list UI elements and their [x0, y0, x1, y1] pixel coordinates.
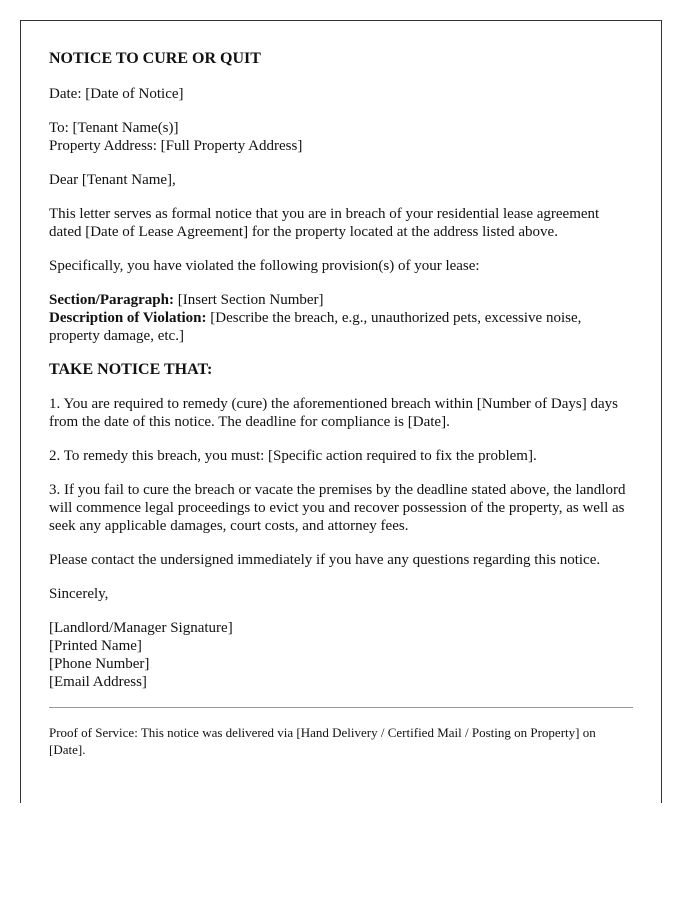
section-label: Section/Paragraph: [49, 292, 174, 308]
signature-block [49, 619, 633, 691]
signature-line: [Landlord/Manager Signature] [49, 620, 233, 636]
divider [49, 707, 633, 708]
violation-details [49, 291, 633, 345]
proof-of-service: Proof of Service: This notice was delivered via [Hand Delivery / Certified Mail / Posting on Property] on [Date]. [49, 725, 596, 757]
section-value: [Insert Section Number] [174, 292, 324, 308]
contact-paragraph: Please contact the undersigned immediately if you have any questions regarding this notice. [49, 552, 601, 568]
salutation: Dear [Tenant Name], [49, 172, 176, 188]
document-title: NOTICE TO CURE OR QUIT [49, 50, 261, 67]
date-line: Date: [Date of Notice] [49, 86, 184, 102]
notice-item: 1. You are required to remedy (cure) the aforementioned breach within [Number of Days] days from the date of this notice. The deadline for compliance is [Date]. [49, 396, 618, 430]
take-notice-heading: TAKE NOTICE THAT: [49, 361, 213, 378]
to-line: To: [Tenant Name(s)] [49, 120, 179, 136]
phone-line: [Phone Number] [49, 656, 150, 672]
violation-label: Description of Violation: [49, 310, 207, 326]
recipient-block [49, 119, 633, 155]
closing: Sincerely, [49, 586, 109, 602]
printed-name-line: [Printed Name] [49, 638, 142, 654]
violation-value: [Describe the breach, e.g., unauthorized pets, excessive noise, property damage, etc.] [49, 310, 582, 344]
notice-document [20, 20, 662, 803]
intro-paragraph: This letter serves as formal notice that you are in breach of your residential lease agreement dated [Date of Lease Agreement] for the property located at the address listed above. [49, 206, 600, 240]
email-line: [Email Address] [49, 674, 147, 690]
notice-item: 2. To remedy this breach, you must: [Specific action required to fix the problem]. [49, 448, 537, 464]
address-line: Property Address: [Full Property Address] [49, 138, 303, 154]
notice-item: 3. If you fail to cure the breach or vacate the premises by the deadline stated above, the landlord will commence legal proceedings to evict you and recover possession of the property, as well as seek any applicable damages, court costs, and attorney fees. [49, 482, 626, 534]
violation-intro: Specifically, you have violated the following provision(s) of your lease: [49, 258, 480, 274]
